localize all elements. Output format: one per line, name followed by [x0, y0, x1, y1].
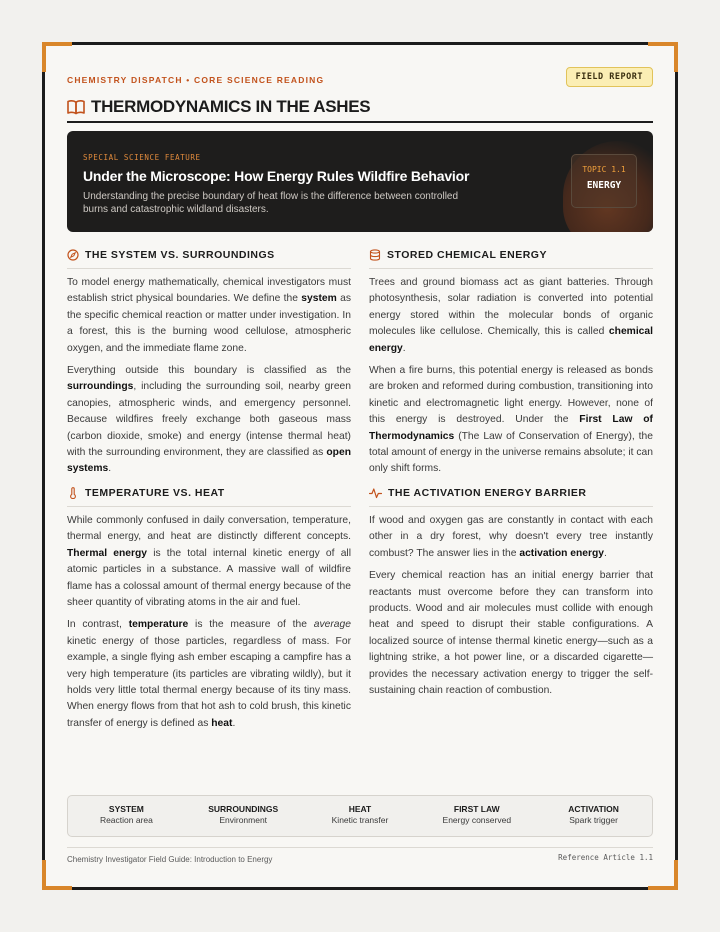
paragraph: In contrast, temperature is the measure of the average kinetic energy of those particles, regardless of mass. For example, a single flying ash ember escaping a campfire has a very high temperature (its particles are vibrating wildly), but it holds very little total thermal energy because of its tiny mass. When energy flows from that hot ash to cold brush, this kinetic transfer of energy is defined as heat. [67, 619, 351, 729]
thermometer-icon [67, 487, 79, 499]
footer-reference: Reference Article 1.1 [558, 853, 653, 862]
section-header [369, 245, 653, 269]
paragraph: When a fire burns, this potential energy is released as bonds are broken and reformed during combustion, transitioning into kinetic and electromagnetic light energy. However, none of this energy is destroyed. Under the First Law of Thermodynamics (The Law of Conservation of Energy), the total amount of energy in the universe remains absolute; it can only shift forms. [369, 365, 653, 475]
activity-pulse-icon [369, 487, 382, 499]
topic-value: ENERGY [586, 180, 622, 191]
section-title: THE ACTIVATION ENERGY BARRIER [388, 487, 587, 499]
glossary-strip [67, 795, 653, 837]
glossary-item [302, 796, 419, 836]
glossary-term: SURROUNDINGS [208, 804, 279, 814]
paragraph: If wood and oxygen gas are constantly in contact with each other in a dry forest, why doesn't every tree instantly combust? The answer lies in the activation energy. [369, 515, 653, 559]
glossary-term: ACTIVATION [568, 804, 619, 814]
corner-accent-bottom-right [648, 860, 678, 890]
glossary-definition: Environment [219, 815, 268, 825]
compass-icon [67, 249, 79, 261]
section-temperature [67, 483, 351, 732]
page-title-row [67, 93, 653, 123]
corner-accent-bottom-left [42, 860, 72, 890]
glossary-item [68, 796, 185, 836]
glossary-term: HEAT [348, 804, 372, 814]
glossary-item [535, 796, 652, 836]
paragraph: While commonly confused in daily conversation, temperature, thermal energy, and heat are distinctly different concepts. Thermal energy is the total internal kinetic energy of all atomic particles in a substance. A massive wall of wildfire flame has a colossal amount of thermal energy because of the sheer quantity of vibrating atoms in the air and fuel. [67, 515, 352, 609]
section-activation [369, 483, 653, 699]
page-title: THERMODYNAMICS IN THE ASHES [91, 97, 371, 116]
section-title: STORED CHEMICAL ENERGY [387, 249, 547, 261]
field-report-badge: FIELD REPORT [566, 67, 653, 87]
paragraph: Everything outside this boundary is classified as the surroundings, including the surrounding soil, nearby green canopies, atmospheric winds, and emergency personnel. Because wildfires freely exchange both gaseous mass (carbon dioxide, smoke) and energy (intense thermal heat) with the surrounding environment, they are classified as open systems. [67, 365, 351, 475]
corner-accent-top-left [42, 42, 72, 72]
glossary-item [185, 796, 302, 836]
feature-kicker: SPECIAL SCIENCE FEATURE [83, 153, 201, 162]
book-open-icon [67, 99, 85, 115]
glossary-definition: Kinetic transfer [331, 815, 389, 825]
paragraph: To model energy mathematically, chemical investigators must establish strict physical boundaries. We define the system as the specific chemical reaction or matter under investigation. In a forest, this is the burning wood cellulose, atmospheric oxygen, and the immediate flame zone. [67, 277, 351, 354]
section-system [67, 245, 351, 478]
section-header [369, 483, 653, 507]
paragraph: Every chemical reaction has an initial energy barrier that reactants must overcome before they can transform into products. Wood and air molecules must collide with enough heat and speed to disrupt their stable configurations. A localized source of intense thermal kinetic energy—such as a lightning strike, a hot power line, or a discarded cigarette—provides the necessary activation energy to trigger the self-sustaining chain reaction of combustion. [369, 570, 653, 697]
glossary-definition: Spark trigger [569, 815, 618, 825]
topic-box [571, 154, 637, 208]
section-title: TEMPERATURE VS. HEAT [85, 487, 225, 499]
glossary-term: SYSTEM [108, 804, 144, 814]
section-header [67, 483, 351, 507]
feature-banner [67, 131, 653, 232]
section-title: THE SYSTEM VS. SURROUNDINGS [85, 249, 275, 261]
paragraph: Trees and ground biomass act as giant batteries. Through photosynthesis, solar radiation is converted into potential energy stored within the molecular bonds of organic molecules like cellulose. Chemically, this is called chemical energy. [369, 277, 653, 354]
glossary-definition: Reaction area [99, 815, 153, 825]
glossary-definition: Energy conserved [442, 815, 512, 825]
glossary-item [418, 796, 535, 836]
section-stored-energy [369, 245, 653, 478]
page-frame [42, 42, 678, 890]
feature-title: Under the Microscope: How Energy Rules Wildfire Behavior [83, 168, 470, 184]
footer-divider [67, 847, 653, 848]
corner-accent-top-right [648, 42, 678, 72]
feature-subtitle: Understanding the precise boundary of heat flow is the difference between controlled burns and catastrophic wildland disasters. [83, 191, 459, 215]
section-header [67, 245, 351, 269]
header-kicker: CHEMISTRY DISPATCH • CORE SCIENCE READING [67, 75, 325, 85]
database-icon [369, 249, 381, 261]
glossary-term: FIRST LAW [453, 804, 500, 814]
topic-label: TOPIC 1.1 [582, 165, 626, 174]
footer-source: Chemistry Investigator Field Guide: Introduction to Energy [67, 855, 273, 864]
